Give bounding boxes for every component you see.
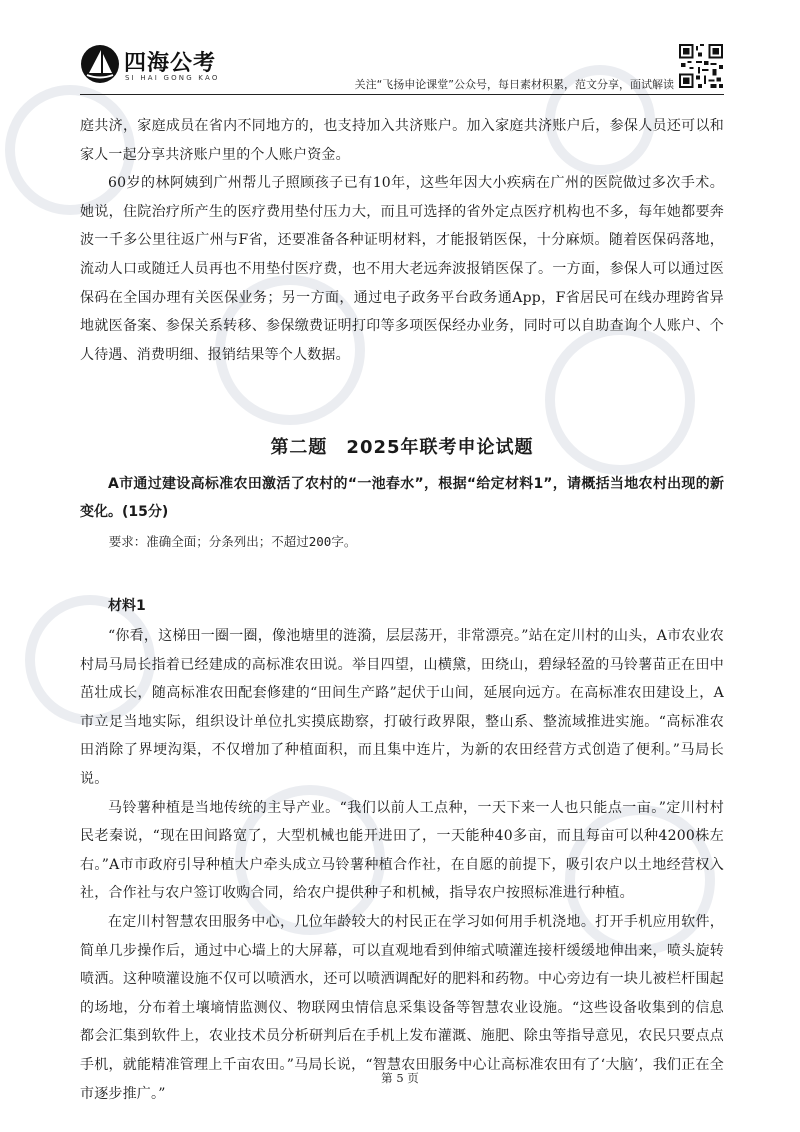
brand-logo: [80, 44, 220, 88]
material-paragraph: 马铃薯种植是当地传统的主导产业。“我们以前人工点种，一天下来一人也只能点一亩。”定川村村民老秦说，“现在田间路宽了，大型机械也能开进田了，一天能种40多亩，而且每亩可以种4200株左右。”A市市政府引导种植大户牵头成立马铃薯种植合作社，在自愿的前提下，吸引农户以土地经营权入社，合作社与农户签订收购合同，给农户提供种子和机械，指导农户按照标准进行种植。: [80, 799, 724, 902]
paragraph-continued: 庭共济，家庭成员在省内不同地方的，也支持加入共济账户。加入家庭共济账户后，参保人员还可以和家人一起分享共济账户里的个人账户资金。: [80, 118, 724, 163]
material-section: [80, 592, 724, 1108]
header-divider: [80, 94, 724, 95]
material-heading: 材料1: [108, 598, 146, 614]
brand-name: 四海公考: [124, 51, 217, 76]
intro-section: [80, 112, 724, 369]
section-title: 第二题 2025年联考申论试题: [270, 436, 534, 458]
question-block: [80, 470, 724, 552]
material-paragraph: 在定川村智慧农田服务中心，几位年龄较大的村民正在学习如何用手机浇地。打开手机应用软件，简单几步操作后，通过中心墙上的大屏幕，可以直观地看到伸缩式喷灌连接杆缓缓地伸出来，喷头旋转喷洒。这种喷灌设施不仅可以喷洒水，还可以喷洒调配好的肥料和药物。中心旁边有一块儿被栏杆围起的场地，分布着土壤墒情监测仪、物联网虫情信息采集设备等智慧农业设施。“这些设备收集到的信息都会汇集到软件上，农业技术员分析研判后在手机上发布灌溉、施肥、除虫等指导意见，农民只要点点手机，就能精准管理上千亩农田。”马局长说，“智慧农田服务中心让高标准农田有了‘大脑’，我们正在全市逐步推广。”: [80, 913, 724, 1102]
header-notice: 关注“飞扬申论课堂”公众号，每日素材积累，范文分享，面试解读: [354, 78, 674, 91]
sailboat-logo-icon: [80, 44, 120, 84]
brand-subtitle: SI HAI GONG KAO: [125, 74, 220, 82]
paragraph-lin-ayi: 60岁的林阿姨到广州帮儿子照顾孩子已有10年，这些年因大小疾病在广州的医院做过多次手术。她说，住院治疗所产生的医疗费用垫付压力大，而且可选择的省外定点医疗机构也不多，每年她都要奔波一千多公里往返广州与F省，还要准备各种证明材料，才能报销医保，十分麻烦。随着医保码落地，流动人口或随迁人员再也不用垫付医疗费，也不用大老远奔波报销医保了。一方面，参保人可以通过医保码在全国办理有关医保业务；另一方面，通过电子政务平台政务通App，F省居民可在线办理跨省异地就医备案、参保关系转移、参保缴费证明打印等多项医保经办业务，同时可以自助查询个人账户、个人待遇、消费明细、报销结果等个人数据。: [80, 175, 724, 363]
question-requirement: 要求：准确全面；分条列出；不超过200字。: [108, 534, 357, 549]
question-text: A市通过建设高标准农田激活了农村的“一池春水”，根据“给定材料1”，请概括当地农村出现的新变化。(15分): [80, 476, 724, 520]
page-header: [0, 0, 800, 100]
material-paragraph: “你看，这梯田一圈一圈，像池塘里的涟漪，层层荡开，非常漂亮。”站在定川村的山头，A市农业农村局马局长指着已经建成的高标准农田说。举目四望，山横黛，田绕山，碧绿轻盈的马铃薯苗正在田中茁壮成长，随高标准农田配套修建的“田间生产路”起伏于山间，延展向远方。在高标准农田建设上，A市立足当地实际，组织设计单位扎实摸底勘察，打破行政界限，整山系、整流域推进实施。“高标准农田消除了界埂沟渠，不仅增加了种植面积，而且集中连片，为新的农田经营方式创造了便利。”马局长说。: [80, 628, 724, 787]
page-number: 第 5 页: [381, 1071, 419, 1085]
qr-code-icon: [679, 44, 723, 88]
